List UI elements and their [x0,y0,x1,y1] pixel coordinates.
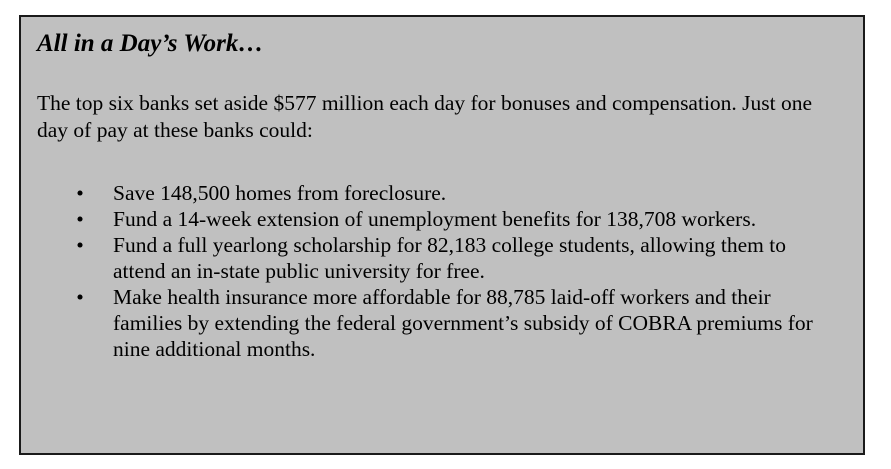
bullet-list [73,180,843,362]
bullet-text: Make health insurance more affordable for 88,785 laid-off workers and their families by extending the federal government’s subsidy of COBRA premiums for nine additional months. [113,285,813,361]
bullet-icon: • [76,207,84,231]
bullet-text: Fund a full yearlong scholarship for 82,183 college students, allowing them to attend an in-state public university for free. [113,233,786,283]
bullet-icon: • [76,233,84,257]
bullet-text: Fund a 14-week extension of unemployment benefits for 138,708 workers. [113,207,757,231]
list-item [73,232,843,284]
bullet-text: Save 148,500 homes from foreclosure. [113,181,447,205]
list-item [73,206,843,232]
list-item [73,180,843,206]
callout-intro: The top six banks set aside $577 million each day for bonuses and compensation. Just one day of pay at these banks could: [37,91,813,142]
bullet-icon: • [76,181,84,205]
callout-title: All in a Day’s Work… [37,30,264,57]
list-item [73,284,843,362]
callout-box [19,15,865,455]
bullet-icon: • [76,285,84,309]
